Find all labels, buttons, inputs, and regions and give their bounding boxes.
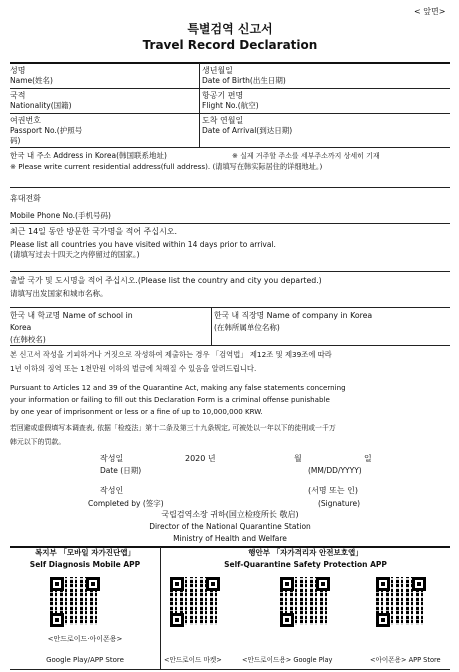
flight-label-en: Flight No.(航空) — [202, 101, 259, 110]
workplace-label-ko: 한국 내 직장명 Name of company in Korea — [214, 311, 373, 320]
address-note-2: ※ Please write current residential address(full address). (请填写在韩实际居住的详细地址。) — [10, 162, 323, 171]
nationality-label-en: Nationality(国籍) — [10, 101, 72, 110]
name-label-en: Name(姓名) — [10, 76, 53, 85]
qr-code-google-play[interactable] — [280, 577, 330, 627]
legal-ko-1: 본 신고서 작성을 기피하거나 거짓으로 작성하여 제출하는 경우 「검역법」 제12조 및 제39조에 따라 — [10, 350, 332, 359]
app-right-title-ko: 행안부 「자가격리자 안전보호앱」 — [248, 548, 363, 557]
school-label-ko: 한국 내 학교명 Name of school in — [10, 311, 133, 320]
legal-en-1: Pursuant to Articles 12 and 39 of the Quarantine Act, making any false statements concerning — [10, 383, 346, 392]
title-en: Travel Record Declaration — [142, 38, 318, 52]
legal-ko-2: 1년 이하의 징역 또는 1천만원 이하의 벌금에 처해질 수 있음을 알려드립니다. — [10, 364, 257, 373]
day-label: 일 — [364, 454, 372, 463]
flight-label-ko: 항공기 편명 — [202, 91, 244, 100]
app-left-store-ko: <안드로이드·아이폰용> — [47, 635, 123, 643]
year-label: 2020 년 — [185, 454, 216, 463]
countries-label-zh: (请填写过去十四天之内停留过的国家。) — [10, 250, 140, 259]
dob-label-ko: 생년월일 — [202, 66, 233, 75]
title-ko: 특별검역 신고서 — [187, 22, 273, 36]
date-format: (MM/DD/YYYY) — [308, 466, 362, 475]
qr-code-android-market[interactable] — [170, 577, 220, 627]
passport-label-ko: 여권번호 — [10, 116, 41, 125]
name-label-ko: 성명 — [10, 66, 26, 75]
address-label: 한국 내 주소 Address in Korea(韩国联系地址) — [10, 151, 167, 160]
departure-label: 출발 국가 및 도시명을 적어 주십시오.(Please list the country and city you departed.) — [10, 276, 322, 285]
countries-label-en: Please list all countries you have visited within 14 days prior to arrival. — [10, 240, 276, 249]
dob-label-en: Date of Birth(出生日期) — [202, 76, 286, 85]
month-label: 월 — [294, 454, 302, 463]
school-label-en: Korea — [10, 323, 32, 332]
phone-label-en: Mobile Phone No.(手机号码) — [10, 211, 111, 220]
phone-label-ko: 휴대전화 — [10, 194, 41, 203]
countries-label-ko: 최근 14일 동안 방문한 국가명을 적어 주십시오. — [10, 227, 178, 236]
ministry: Ministry of Health and Welfare — [173, 534, 287, 543]
app-right-title-en: Self-Quarantine Safety Protection APP — [224, 560, 387, 569]
arrival-label-en: Date of Arrival(到达日期) — [202, 126, 293, 135]
director-en: Director of the National Quarantine Station — [149, 522, 311, 531]
qr1-label: <안드로이드 마켓> — [164, 656, 222, 664]
date-label-en: Date (日期) — [100, 466, 142, 475]
legal-en-3: by one year of imprisonment or less or a fine of up to 10,000,000 KRW. — [10, 407, 263, 416]
completed-by: Completed by (签字) — [88, 499, 164, 508]
legal-en-2: your information or failing to fill out this Declaration Form is a criminal offense punishable — [10, 395, 330, 404]
legal-zh-2: 韩元以下的罚款。 — [10, 438, 66, 446]
app-left-title-ko: 복지부 「모바일 자가진단앱」 — [35, 548, 135, 557]
address-note: ※ 실제 거주할 주소를 세부주소까지 상세히 기재 — [232, 152, 380, 160]
app-left-store-en: Google Play/APP Store — [46, 656, 124, 664]
workplace-label-zh: (在韩所属单位名称) — [214, 323, 280, 332]
signature-label: (Signature) — [318, 499, 361, 508]
school-label-zh: (在韩校名) — [10, 335, 46, 344]
table-top-border — [10, 62, 450, 64]
passport-label-en2: 码) — [10, 136, 21, 145]
qr-code-self-diagnosis[interactable] — [50, 577, 100, 627]
qr3-label: <아이폰용> APP Store — [370, 656, 441, 664]
app-left-title-en: Self Diagnosis Mobile APP — [29, 560, 141, 569]
passport-label-en: Passport No.(护照号 — [10, 126, 83, 135]
front-page-link[interactable]: < 앞면> — [414, 7, 446, 16]
qr2-label: <안드로이드용> Google Play — [242, 656, 333, 664]
arrival-label-ko: 도착 연월일 — [202, 116, 244, 125]
qr-code-app-store[interactable] — [376, 577, 426, 627]
author-label-ko: 작성인 — [100, 486, 124, 495]
departure-label-zh: 请填写出发国家和城市名称。 — [10, 289, 108, 298]
date-label-ko: 작성일 — [100, 454, 124, 463]
nationality-label-ko: 국적 — [10, 91, 26, 100]
legal-zh-1: 若回避或虚假填写本调查表, 依据「检疫法」第十二条及第三十九条规定, 可被处以一年以下的徒刑或一千万 — [10, 424, 336, 432]
sign-or-seal: (서명 또는 인) — [308, 486, 358, 495]
director-ko: 국립검역소장 귀하(国立检疫所长 敬启) — [161, 510, 299, 519]
